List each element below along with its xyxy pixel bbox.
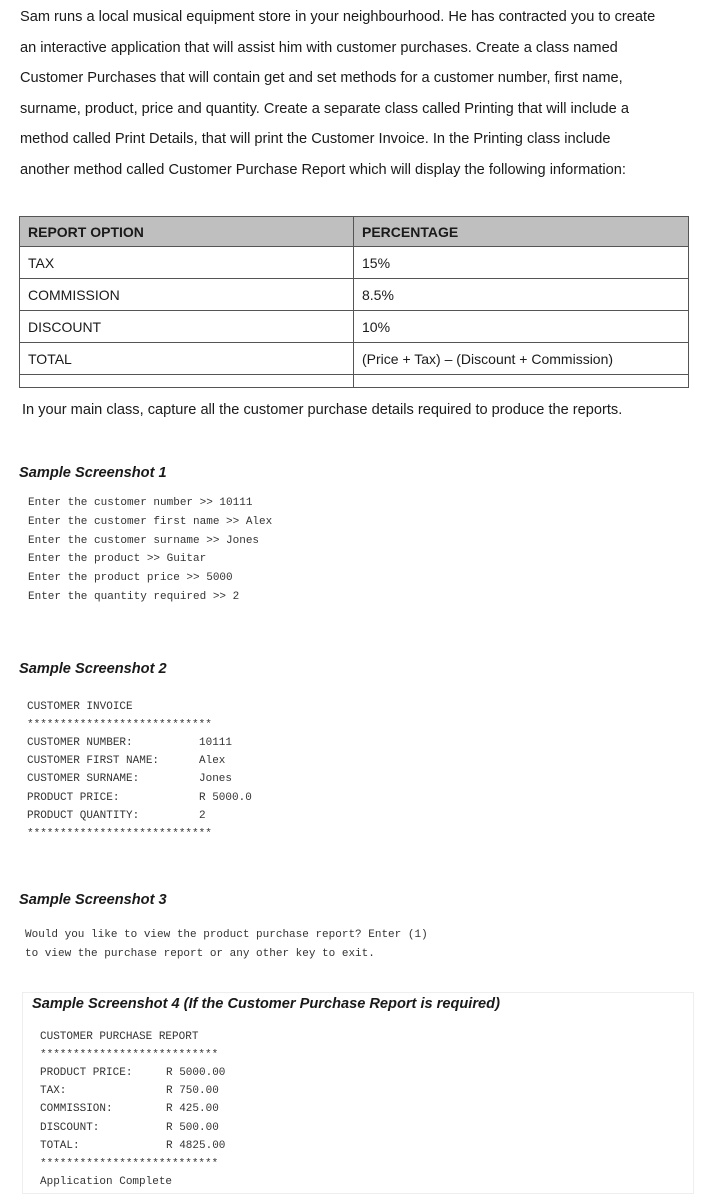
- invoice-row: [27, 752, 252, 770]
- report-heading: CUSTOMER PURCHASE REPORT: [40, 1031, 199, 1043]
- console-line: Enter the quantity required >> 2: [28, 590, 240, 603]
- intro-line: method called Print Details, that will print the Customer Invoice. In the Printing class include: [20, 131, 611, 147]
- console-line: Enter the customer first name >> Alex: [28, 515, 273, 528]
- report-row: [40, 1137, 225, 1155]
- report-value: R 5000.00: [166, 1067, 226, 1079]
- stars-divider: ***************************: [40, 1157, 219, 1170]
- table-cell-empty: [354, 375, 689, 388]
- invoice-label: CUSTOMER SURNAME:: [27, 773, 140, 786]
- table-cell: COMMISSION: [20, 279, 354, 311]
- invoice-row: [27, 807, 252, 825]
- report-row: [40, 1064, 225, 1082]
- intro-line: an interactive application that will assist him with customer purchases. Create a class named: [20, 39, 618, 56]
- report-footer: Application Complete: [40, 1175, 173, 1188]
- shot3-title: Sample Screenshot 3: [19, 892, 167, 908]
- report-value: R 500.00: [166, 1121, 219, 1134]
- table-row: [20, 375, 689, 388]
- invoice-row: [27, 770, 252, 788]
- table-cell: DISCOUNT: [20, 311, 354, 343]
- console-line: Enter the customer surname >> Jones: [28, 534, 260, 547]
- intro-line: Customer Purchases that will contain get and set methods for a customer number, first name,: [20, 70, 623, 86]
- console-line: Enter the customer number >> 10111: [28, 497, 253, 509]
- table-cell: (Price + Tax) – (Discount + Commission): [354, 343, 689, 375]
- shot2-title: Sample Screenshot 2: [19, 661, 167, 677]
- report-value: R 4825.00: [166, 1139, 226, 1152]
- intro-line: surname, product, price and quantity. Create a separate class called Printing that will include a: [20, 100, 629, 117]
- stars-divider: ****************************: [27, 719, 212, 731]
- table-row: [20, 279, 689, 311]
- header-report-option: REPORT OPTION: [20, 217, 354, 247]
- invoice-heading: CUSTOMER INVOICE: [27, 701, 133, 713]
- invoice-label: CUSTOMER NUMBER:: [27, 737, 133, 749]
- table-row: [20, 247, 689, 279]
- invoice-value: 10111: [199, 737, 233, 749]
- report-value: R 750.00: [166, 1085, 219, 1098]
- invoice-value: 2: [199, 809, 206, 822]
- report-label: TAX:: [40, 1085, 67, 1098]
- table-cell: 10%: [354, 311, 689, 343]
- table-header-row: [20, 217, 689, 247]
- table-cell: 8.5%: [354, 279, 689, 311]
- shot1-title: Sample Screenshot 1: [19, 465, 167, 481]
- main-class-note: In your main class, capture all the customer purchase details required to produce the reports.: [22, 402, 623, 418]
- report-label: PRODUCT PRICE:: [40, 1067, 133, 1079]
- intro-line: another method called Customer Purchase Report which will display the following information:: [20, 161, 626, 178]
- invoice-label: PRODUCT QUANTITY:: [27, 809, 140, 822]
- console-line: Enter the product price >> 5000: [28, 572, 233, 585]
- invoice-value: Jones: [199, 773, 233, 786]
- table-cell: 15%: [354, 247, 689, 279]
- table-cell: TOTAL: [20, 343, 354, 375]
- invoice-row: [27, 789, 252, 807]
- report-label: COMMISSION:: [40, 1103, 113, 1116]
- report-row: [40, 1100, 225, 1118]
- report-table: [19, 216, 689, 388]
- table-row: [20, 311, 689, 343]
- invoice-label: CUSTOMER FIRST NAME:: [27, 755, 160, 768]
- report-row: [40, 1082, 225, 1100]
- report-label: DISCOUNT:: [40, 1121, 100, 1134]
- stars-divider: ****************************: [27, 827, 212, 840]
- stars-divider: ***************************: [40, 1049, 219, 1061]
- report-label: TOTAL:: [40, 1139, 80, 1152]
- shot4-title: Sample Screenshot 4 (If the Customer Purchase Report is required): [32, 996, 500, 1012]
- intro-paragraph: [20, 2, 700, 185]
- intro-line: Sam runs a local musical equipment store in your neighbourhood. He has contracted you to create: [20, 9, 656, 25]
- shot2-console: [27, 698, 252, 843]
- invoice-row: [27, 734, 252, 752]
- shot1-console: [28, 494, 272, 607]
- table-row: [20, 343, 689, 375]
- report-value: R 425.00: [166, 1103, 219, 1116]
- invoice-value: Alex: [199, 755, 226, 768]
- invoice-label: PRODUCT PRICE:: [27, 791, 120, 804]
- console-line: Enter the product >> Guitar: [28, 553, 207, 566]
- table-cell-empty: [20, 375, 354, 388]
- report-row: [40, 1119, 225, 1137]
- shot3-console: [25, 926, 428, 964]
- header-percentage: PERCENTAGE: [354, 217, 689, 247]
- shot4-console: [40, 1028, 225, 1191]
- table-cell: TAX: [20, 247, 354, 279]
- console-line: Would you like to view the product purchase report? Enter (1): [25, 929, 428, 941]
- console-line: to view the purchase report or any other key to exit.: [25, 947, 375, 960]
- invoice-value: R 5000.0: [199, 791, 252, 804]
